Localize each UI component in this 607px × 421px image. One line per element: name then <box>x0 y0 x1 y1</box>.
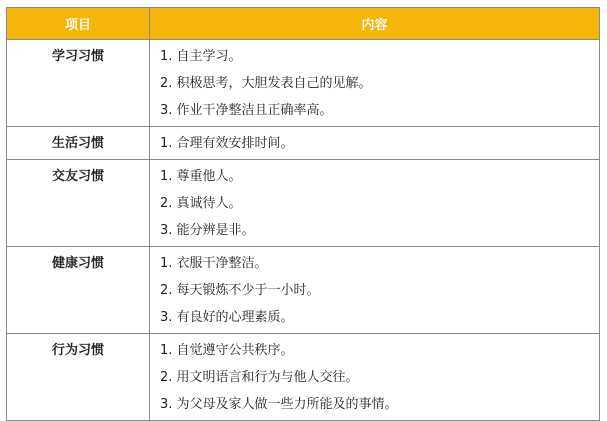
list-item-text: 用文明语言和行为与他人交往。 <box>176 370 359 385</box>
list-item <box>160 364 599 391</box>
habits-table <box>6 7 600 421</box>
list-item <box>160 277 599 304</box>
list-item-text: 能分辨是非。 <box>176 223 255 238</box>
list-item-text: 合理有效安排时间。 <box>176 136 294 151</box>
category-cell: 学习习惯 <box>7 40 150 127</box>
list-item-text: 真诚待人。 <box>176 196 242 211</box>
content-cell <box>150 247 600 334</box>
list-item-text: 自主学习。 <box>176 49 242 64</box>
category-cell: 生活习惯 <box>7 127 150 160</box>
list-item-number: 1. <box>160 169 173 184</box>
list-item <box>160 97 599 124</box>
content-list <box>150 160 599 246</box>
list-item-text: 作业干净整洁且正确率高。 <box>176 103 333 118</box>
list-item <box>160 217 599 244</box>
table-row <box>7 334 600 421</box>
list-item <box>160 43 599 70</box>
table-body <box>7 40 600 421</box>
table-row <box>7 247 600 334</box>
list-item-number: 2. <box>160 76 173 91</box>
list-item-text: 为父母及家人做一些力所能及的事情。 <box>176 397 398 412</box>
list-item <box>160 337 599 364</box>
list-item-number: 2. <box>160 370 173 385</box>
list-item-number: 3. <box>160 223 173 238</box>
list-item-number: 1. <box>160 343 173 358</box>
list-item-number: 2. <box>160 283 173 298</box>
list-item <box>160 391 599 418</box>
list-item <box>160 163 599 190</box>
content-cell <box>150 40 600 127</box>
list-item-number: 1. <box>160 49 173 64</box>
list-item-number: 3. <box>160 103 173 118</box>
list-item <box>160 250 599 277</box>
list-item-text: 自觉遵守公共秩序。 <box>176 343 294 358</box>
category-cell: 交友习惯 <box>7 160 150 247</box>
list-item-number: 3. <box>160 310 173 325</box>
table-row <box>7 160 600 247</box>
content-list <box>150 334 599 420</box>
list-item-number: 2. <box>160 196 173 211</box>
list-item <box>160 130 599 157</box>
list-item <box>160 304 599 331</box>
habits-table-container <box>6 7 599 421</box>
list-item <box>160 190 599 217</box>
list-item-text: 积极思考，大胆发表自己的见解。 <box>176 76 372 91</box>
table-row <box>7 127 600 160</box>
table-header-row <box>7 8 600 40</box>
list-item-text: 有良好的心理素质。 <box>176 310 294 325</box>
category-cell: 行为习惯 <box>7 334 150 421</box>
list-item-number: 1. <box>160 136 173 151</box>
content-cell <box>150 127 600 160</box>
content-cell <box>150 334 600 421</box>
list-item-number: 1. <box>160 256 173 271</box>
table-row <box>7 40 600 127</box>
header-content: 内容 <box>150 8 600 40</box>
content-cell <box>150 160 600 247</box>
list-item-number: 3. <box>160 397 173 412</box>
content-list <box>150 40 599 126</box>
content-list <box>150 247 599 333</box>
list-item-text: 每天锻炼不少于一小时。 <box>176 283 320 298</box>
content-list <box>150 127 599 159</box>
category-cell: 健康习惯 <box>7 247 150 334</box>
list-item-text: 衣服干净整洁。 <box>176 256 268 271</box>
list-item-text: 尊重他人。 <box>176 169 242 184</box>
header-item: 项目 <box>7 8 150 40</box>
list-item <box>160 70 599 97</box>
